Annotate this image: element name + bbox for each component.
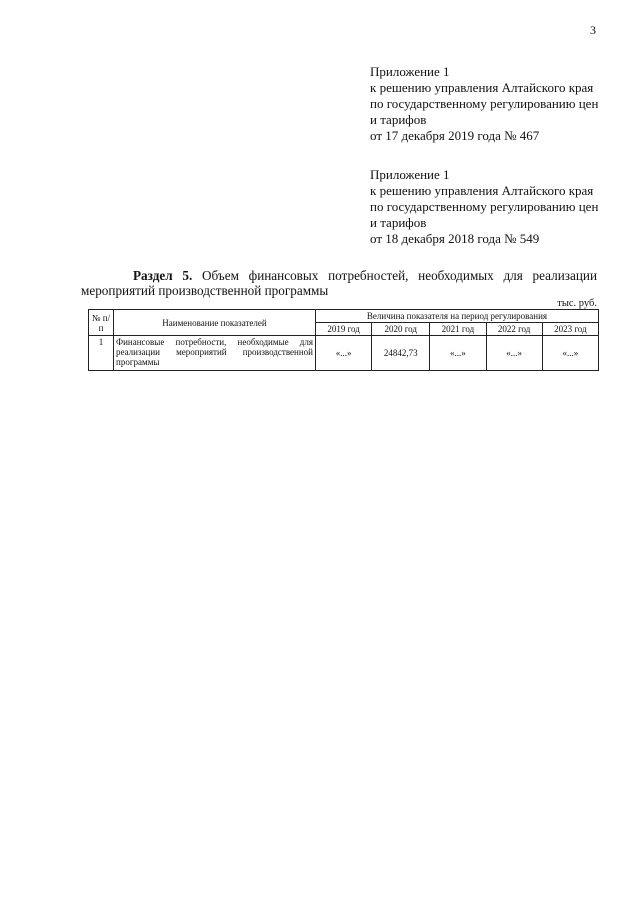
row-value: 24842,73 [372, 336, 430, 371]
header-number: № п/п [89, 310, 114, 336]
header-year: 2023 год [542, 323, 598, 336]
appendix-header-previous [370, 167, 630, 247]
section-title-part-2: мероприятий производственной программы [81, 283, 329, 298]
unit-label: тыс. руб. [557, 298, 597, 309]
appendix-line: от 18 декабря 2018 года № 549 [370, 231, 540, 246]
row-value: «...» [542, 336, 598, 371]
section-heading-line-1 [81, 268, 597, 283]
appendix-line: к решению управления Алтайского края [370, 80, 594, 95]
appendix-line: к решению управления Алтайского края [370, 183, 594, 198]
table-header-row [89, 310, 599, 323]
header-year: 2019 год [316, 323, 372, 336]
appendix-line: по государственному регулированию цен [370, 96, 599, 111]
section-label: Раздел 5. [133, 268, 193, 283]
header-period: Величина показателя на период регулирования [316, 310, 599, 323]
appendix-line: и тарифов [370, 112, 427, 127]
row-value: «...» [486, 336, 542, 371]
section-heading [81, 268, 597, 298]
row-value: «...» [316, 336, 372, 371]
table-row [89, 336, 599, 371]
section-title-part-1: Объем финансовых потребностей, необходимых для реализации [202, 268, 598, 283]
row-number: 1 [89, 336, 114, 371]
indicators-table [88, 309, 599, 371]
appendix-line: от 17 декабря 2019 года № 467 [370, 128, 540, 143]
appendix-line: Приложение 1 [370, 64, 450, 79]
page-number: 3 [590, 23, 596, 37]
row-indicator-name: Финансовые потребности, необходимые для реализации мероприятий производственной программы [114, 336, 316, 371]
header-year: 2021 год [430, 323, 486, 336]
appendix-line: Приложение 1 [370, 167, 450, 182]
appendix-header-current [370, 64, 630, 144]
row-value: «...» [430, 336, 486, 371]
header-year: 2020 год [372, 323, 430, 336]
appendix-line: по государственному регулированию цен [370, 199, 599, 214]
header-year: 2022 год [486, 323, 542, 336]
header-indicator-name: Наименование показателей [114, 310, 316, 336]
appendix-line: и тарифов [370, 215, 427, 230]
